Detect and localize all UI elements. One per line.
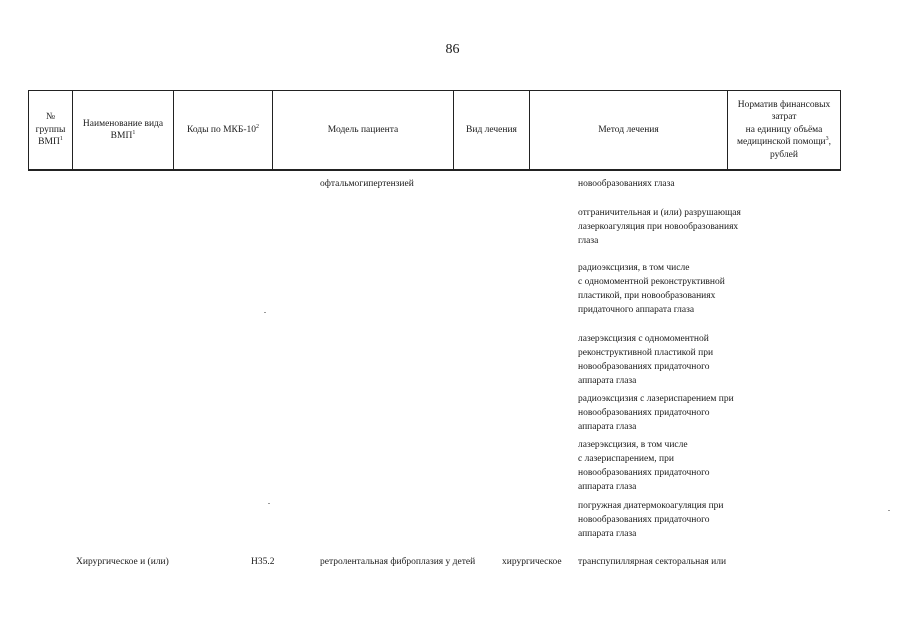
patient-model-continuation: офтальмогипертензией (320, 179, 414, 189)
method-item: радиоэксцизия, в том числе с одномоментной реконструктивной пластикой, при новообразованиях придаточного аппарата глаза (578, 263, 725, 315)
header-col-financial-norm: Норматив финансовых затрат на единицу объёма медицинской помощи$^3$, рублей (728, 91, 841, 171)
header-col-icd-codes: Коды по МКБ-$10^2$ (174, 91, 273, 171)
header-col-treatment-method: Метод лечения (530, 91, 728, 171)
patient-model-cell: ретролентальная фиброплазия у детей (320, 557, 476, 567)
icd-code-cell: H35.2 (251, 557, 275, 567)
method-item: новообразованиях глаза (578, 179, 675, 189)
treatment-method-cell: транспупиллярная секторальная или (578, 557, 727, 567)
method-item: погружная диатермокоагуляция при новообразованиях придаточного аппарата глаза (578, 501, 724, 539)
header-col-patient-model: Модель пациента (273, 91, 454, 171)
vmp-name-cell: Хирургическое и (или) (76, 557, 169, 567)
table-header (28, 90, 841, 171)
header-col-vmp-name: Наименование вида ВМП$^1$ (73, 91, 174, 171)
header-col-treatment-type: Вид лечения (454, 91, 530, 171)
method-item: радиоэксцизия с лазериспарением при новообразованиях придаточного аппарата глаза (578, 394, 734, 432)
treatment-type-cell: хирургическое (502, 557, 562, 567)
method-item: лазерэксцизия с одномоментной реконструктивной пластикой при новообразованиях придаточного аппарата глаза (578, 334, 714, 386)
method-item: лазерэксцизия, в том числе с лазериспарением, при новообразованиях придаточного аппарата глаза (578, 440, 710, 492)
scan-speck (264, 312, 266, 313)
page-number: 86 (445, 42, 460, 57)
method-item: отграничительная и (или) разрушающая лазеркоагуляция при новообразованиях глаза (578, 208, 741, 246)
scan-speck (888, 510, 890, 511)
scan-speck (268, 503, 270, 504)
header-col-group-number: № группы ВМП$^1$ (29, 91, 73, 171)
